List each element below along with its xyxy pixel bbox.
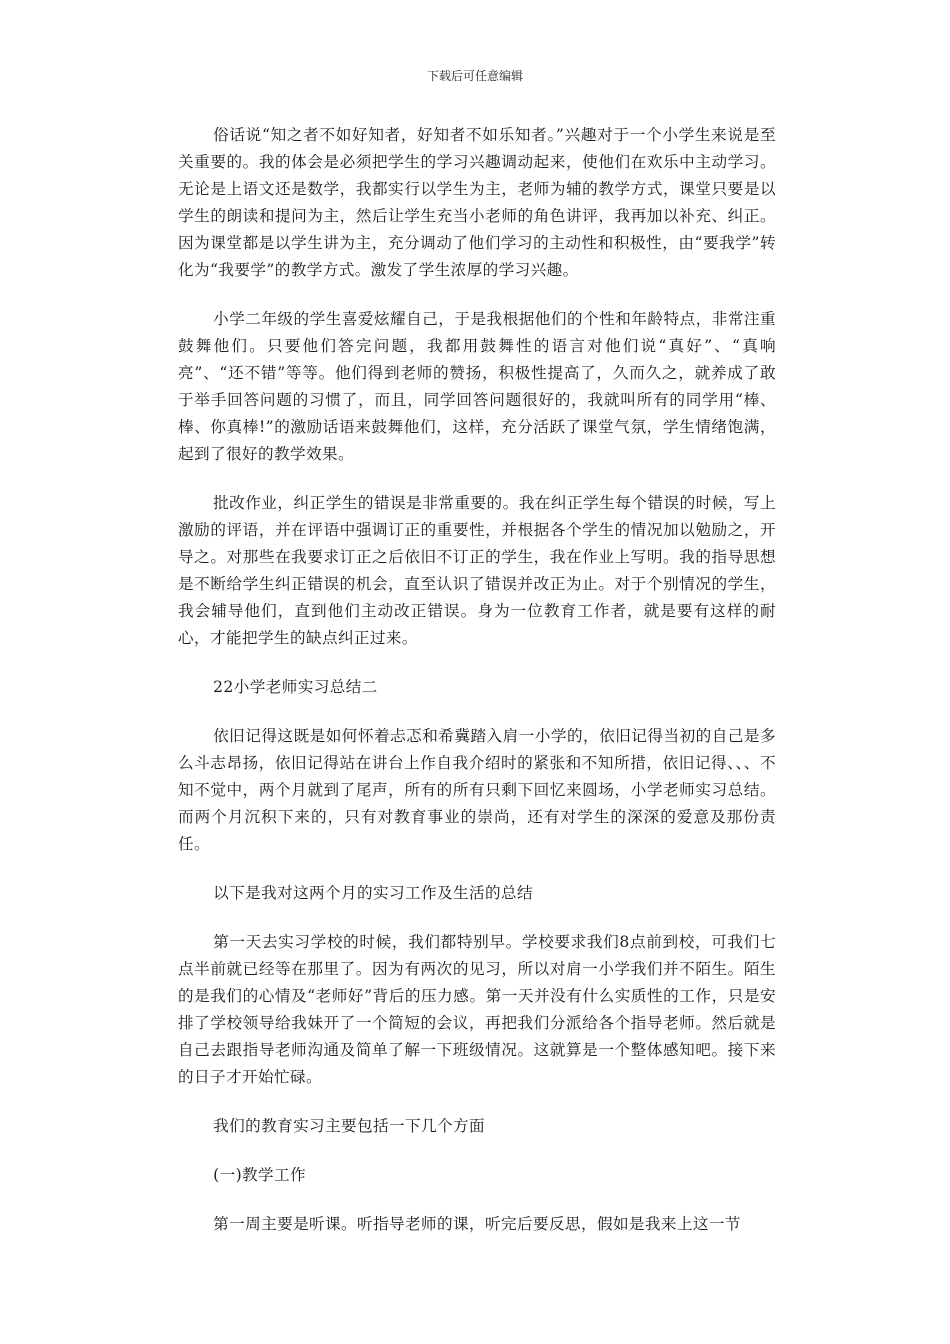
paragraph-summary-intro: 以下是我对这两个月的实习工作及生活的总结 [213,884,533,902]
paragraph-encouragement: 小学二年级的学生喜爱炫耀自己，于是我根据他们的个性和年龄特点，非常注重鼓舞他们。只要他们答完问题，我都用鼓舞性的语言对他们说“真好”、“真响亮”、“还不错”等等。他们得到老师的赞扬，积极性提高了，久而久之，就养成了敢于举手回答问题的习惯了，而且，同学回答问题很好的，我就叫所有的同学用“棒、棒、你真棒!”的激励话语来鼓舞他们，这样，充分活跃了课堂气氛，学生情绪饱满，起到了很好的教学效果。 [178,310,776,463]
page-header: 下载后可任意编辑 [426,69,523,83]
paragraph-memories: 依旧记得这既是如何怀着忐忑和希冀踏入肩一小学的，依旧记得当初的自己是多么斗志昂扬，依旧记得站在讲台上作自我介绍时的紧张和不知所措，依旧记得、、、不知不觉中，两个月就到了尾声，所有的所有只剩下回忆来圆场，小学老师实习总结。而两个月沉积下来的，只有对教育事业的崇尚，还有对学生的深深的爱意及那份责任。 [178,727,776,853]
document-body [178,122,776,1260]
paragraph-first-week: 第一周主要是听课。听指导老师的课，听完后要反思，假如是我来上这一节 [213,1215,741,1233]
section-heading-teaching-work: (一)教学工作 [213,1166,307,1184]
paragraph-interest: 俗话说“知之者不如好知者，好知者不如乐知者。”兴趣对于一个小学生来说是至关重要的。我的体会是必须把学生的学习兴趣调动起来，使他们在欢乐中主动学习。无论是上语文还是数学，我都实行以学生为主，老师为辅的教学方式，课堂只要是以学生的朗读和提问为主，然后让学生充当小老师的角色讲评，我再加以补充、纠正。因为课堂都是以学生讲为主，充分调动了他们学习的主动性和积极性，由“要我学”转化为“我要学”的教学方式。激发了学生浓厚的学习兴趣。 [178,126,776,279]
section-heading-summary-two: 22小学老师实习总结二 [213,678,378,696]
paragraph-first-day: 第一天去实习学校的时候，我们都特别早。学校要求我们8点前到校，可我们七点半前就已经等在那里了。因为有两次的见习，所以对肩一小学我们并不陌生。陌生的是我们的心情及“老师好”背后的压力感。第一天并没有什么实质性的工作，只是安排了学校领导给我妹开了一个简短的会议，再把我们分派给各个指导老师。然后就是自己去跟指导老师沟通及简单了解一下班级情况。这就算是一个整体感知吧。接下来的日子才开始忙碌。 [178,933,776,1086]
paragraph-homework: 批改作业，纠正学生的错误是非常重要的。我在纠正学生每个错误的时候，写上激励的评语，并在评语中强调订正的重要性，并根据各个学生的情况加以勉励之，开导之。对那些在我要求订正之后依旧不订正的学生，我在作业上写明。我的指导思想是不断给学生纠正错误的机会，直至认识了错误并改正为止。对于个别情况的学生，我会辅导他们，直到他们主动改正错误。身为一位教育工作者，就是要有这样的耐心，才能把学生的缺点纠正过来。 [178,494,776,647]
paragraph-practice-aspects: 我们的教育实习主要包括一下几个方面 [213,1117,485,1135]
